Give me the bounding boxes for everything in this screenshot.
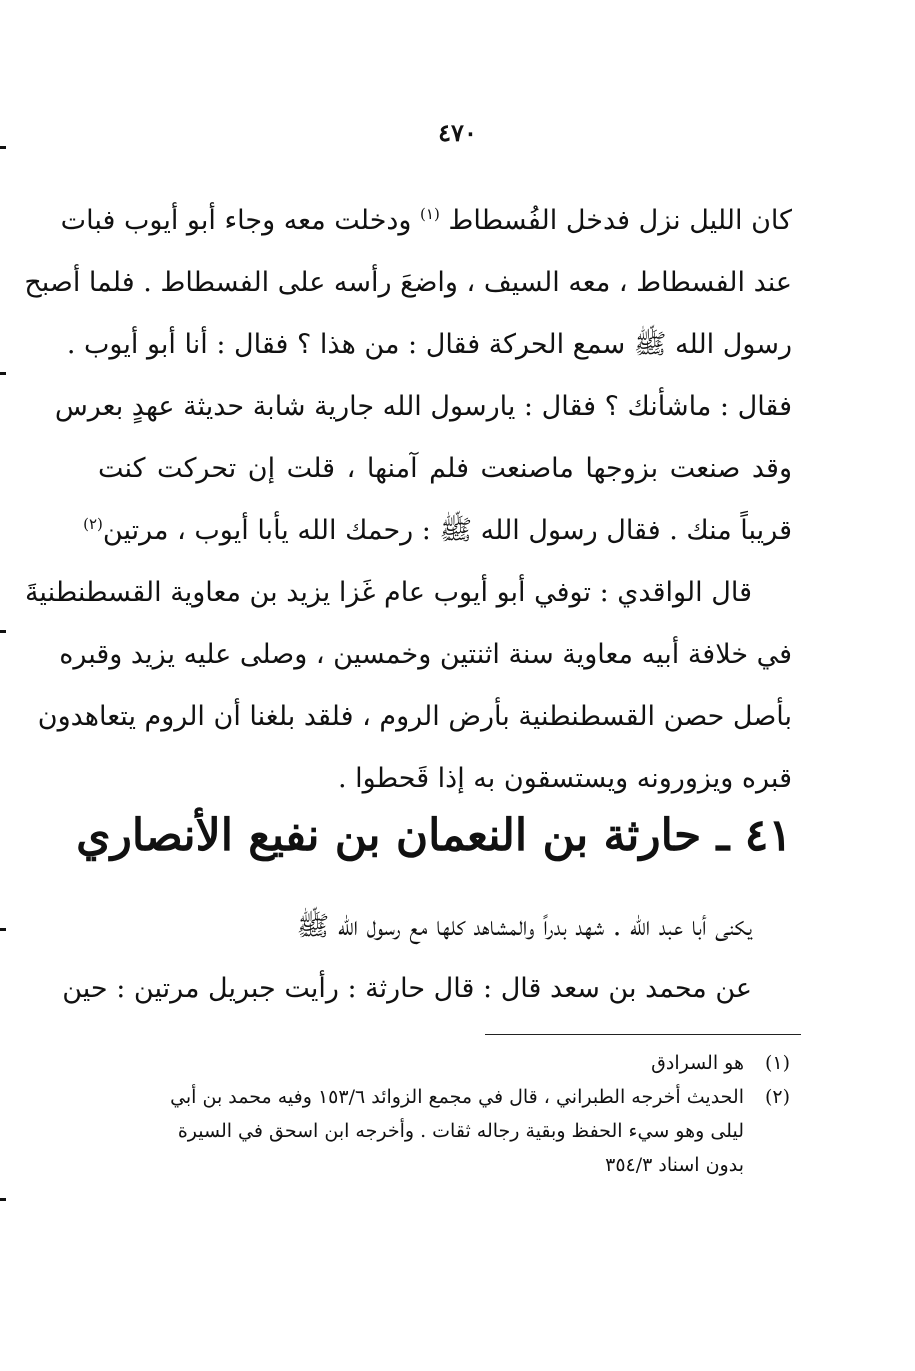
text-line: [60, 190, 792, 252]
margin-mark: [0, 630, 6, 633]
text-segment: كان الليل نزل فدخل الفُسطاط: [448, 205, 792, 236]
footnote: [120, 1046, 790, 1080]
footnotes: [120, 1046, 790, 1182]
text-segment: ودخلت معه وجاء أبو أيوب فبات: [60, 205, 412, 236]
text-line: فقال : ماشأنك ؟ فقال : يارسول الله جارية شابة حديثة عهدٍ بعرس: [54, 391, 792, 422]
text-line: في خلافة أبيه معاوية سنة اثنتين وخمسين ، وصلى عليه يزيد وقبره: [59, 639, 792, 670]
section-heading: ٤١ ـ حارثة بن النعمان بن نفيع الأنصاري: [76, 810, 792, 861]
footnote-text: بدون اسناد ٣٥٤/٣: [605, 1154, 744, 1176]
margin-mark: [0, 928, 6, 931]
text-line: بأصل حصن القسطنطنية بأرض الروم ، فلقد بلغنا أن الروم يتعاهدون: [37, 701, 792, 732]
text-line: رسول الله ﷺ سمع الحركة فقال : من هذا ؟ فقال : أنا أبو أيوب .: [66, 329, 792, 360]
footnote: [120, 1080, 790, 1114]
text-line: يكنى أبا عبد الله . شهد بدراً والمشاهد كلها مع رسول الله ﷺ: [296, 911, 752, 942]
footnote-text: الحديث أخرجه الطبراني ، قال في مجمع الزوائد ١٥٣/٦ وفيه محمد بن أبي: [170, 1086, 744, 1108]
text-segment: قريباً منك . فقال رسول الله ﷺ : رحمك الله يأبا أيوب ، مرتين: [102, 515, 792, 546]
margin-mark: [0, 1198, 6, 1201]
margin-mark: [0, 372, 6, 375]
paragraph-haritha: [62, 896, 792, 1020]
footnote-text: ليلى وهو سيء الحفظ وبقية رجاله ثقات . وأخرجه ابن اسحق في السيرة: [177, 1120, 744, 1142]
text-line: عند الفسطاط ، معه السيف ، واضعَ رأسه على الفسطاط . فلما أصبح: [24, 267, 792, 298]
page-number: ٤٧٠: [438, 118, 477, 147]
footnote-reference: (١): [420, 205, 440, 223]
paragraph-abu-ayyub: [24, 190, 792, 810]
footnote-text: هو السرادق: [651, 1052, 744, 1074]
text-line: قبره ويزورونه ويستسقون به إذا قَحطوا .: [338, 763, 792, 794]
footnote-separator: [485, 1034, 801, 1035]
footnote-number: (٢): [764, 1086, 790, 1108]
text-line: [83, 500, 792, 562]
footnote-reference: (٢): [83, 515, 103, 533]
text-line: وقد صنعت بزوجها ماصنعت فلم آمنها ، قلت إن تحركت كنت: [98, 453, 792, 484]
footnote-number: (١): [764, 1052, 790, 1074]
margin-mark: [0, 146, 6, 149]
text-line: عن محمد بن سعد قال : قال حارثة : رأيت جبريل مرتين : حين: [62, 973, 752, 1004]
text-line: قال الواقدي : توفي أبو أيوب عام غَزا يزيد بن معاوية القسطنطنيةَ: [24, 577, 752, 608]
